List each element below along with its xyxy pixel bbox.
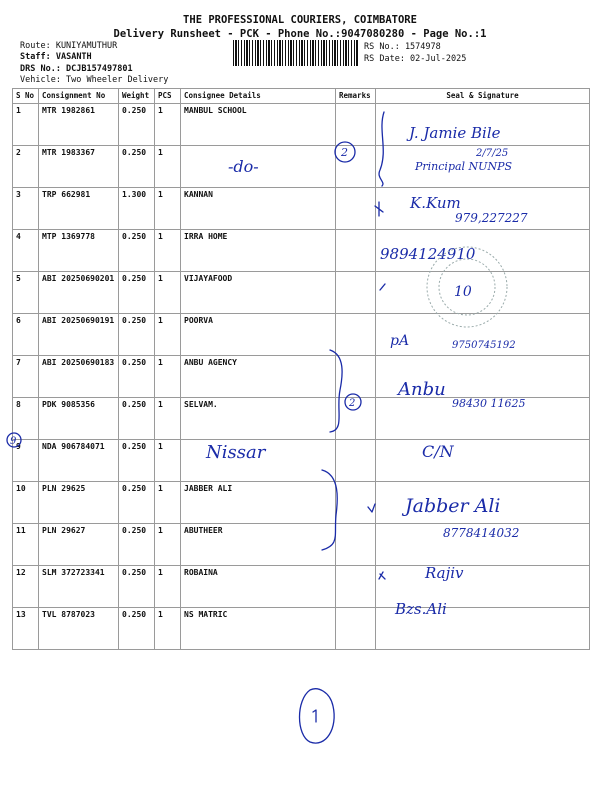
row-consignee: POORVA: [181, 314, 336, 356]
row-weight: 0.250: [119, 356, 155, 398]
row-pcs: 1: [155, 482, 181, 524]
runsheet-subtitle: Delivery Runsheet - PCK - Phone No.:9047080280 - Page No.:1: [113, 28, 487, 40]
row-sno: 7: [13, 356, 39, 398]
handwritten-mark-9: 9: [10, 436, 17, 447]
row-sno: 12: [13, 566, 39, 608]
tick-mark-icon: [375, 202, 383, 216]
row-pcs: 1: [155, 104, 181, 146]
tick-mark-icon: [380, 284, 385, 290]
row-sno: 2: [13, 146, 39, 188]
tick-mark-icon: [379, 572, 385, 579]
row-weight: 0.250: [119, 608, 155, 650]
row-weight: 0.250: [119, 314, 155, 356]
row-sno: 1: [13, 104, 39, 146]
handwritten-number-4: 9894124910: [380, 245, 476, 263]
col-consignee-details: Consignee Details: [181, 89, 336, 104]
col-seal-signature: Seal & Signature: [376, 89, 590, 104]
row-consignee: VIJAYAFOOD: [181, 272, 336, 314]
row-weight: 0.250: [119, 104, 155, 146]
row-consignment-no: ABI 20250690191: [39, 314, 119, 356]
row-consignment-no: MTR 1982861: [39, 104, 119, 146]
row-pcs: 1: [155, 272, 181, 314]
handwritten-stamp-mark: 10: [454, 284, 472, 300]
tick-mark-icon: [368, 504, 375, 512]
row-consignee: NS MATRIC: [181, 608, 336, 650]
handwritten-signature-8: Anbu: [398, 379, 446, 400]
staff-label: Staff:: [20, 52, 51, 62]
doodle-mark-icon: [313, 710, 316, 722]
row-consignment-no: NDA 906784071: [39, 440, 119, 482]
drs-number: DRS No.: DCJB157497801: [20, 64, 133, 74]
row-consignee: ROBAINA: [181, 566, 336, 608]
handwritten-number-11: 8778414032: [443, 526, 520, 540]
col-pcs: PCS: [155, 89, 181, 104]
row-weight: 0.250: [119, 230, 155, 272]
row-pcs: 1: [155, 524, 181, 566]
row-sno: 9: [13, 440, 39, 482]
row-sno: 6: [13, 314, 39, 356]
row-pcs: 1: [155, 146, 181, 188]
handwritten-number-8: 98430 11625: [452, 397, 526, 410]
company-title: THE PROFESSIONAL COURIERS, COIMBATORE: [183, 14, 417, 26]
row-sno: 5: [13, 272, 39, 314]
handwritten-signature-12: Rajiv: [425, 564, 464, 582]
row-consignee: KANNAN: [181, 188, 336, 230]
row-sno: 13: [13, 608, 39, 650]
staff-name: VASANTH: [55, 52, 92, 62]
row-sno: 11: [13, 524, 39, 566]
row-pcs: 1: [155, 566, 181, 608]
row-consignment-no: ABI 20250690201: [39, 272, 119, 314]
handwritten-cln: C/N: [422, 442, 454, 461]
row-consignee: ABUTHEER: [181, 524, 336, 566]
rs-date: RS Date: 02-Jul-2025: [364, 54, 467, 64]
row-weight: 0.250: [119, 146, 155, 188]
row-consignee: IRRA HOME: [181, 230, 336, 272]
row-consignment-no: PDK 9085356: [39, 398, 119, 440]
handwritten-mark-8: 2: [349, 398, 356, 409]
row-consignment-no: SLM 372723341: [39, 566, 119, 608]
row-weight: 0.250: [119, 440, 155, 482]
bracket-mark-icon: [379, 112, 384, 186]
handwritten-number-3: 979,227227: [455, 211, 528, 225]
row-weight: 1.300: [119, 188, 155, 230]
row-pcs: 1: [155, 440, 181, 482]
row-sno: 10: [13, 482, 39, 524]
doodle-mark-icon: [300, 689, 335, 743]
handwritten-number-6: 9750745192: [452, 340, 516, 351]
bracket-mark-icon: [322, 470, 337, 550]
vehicle: Vehicle: Two Wheeler Delivery: [20, 75, 169, 85]
row-weight: 0.250: [119, 398, 155, 440]
col-remarks: Remarks: [336, 89, 376, 104]
row-weight: 0.250: [119, 524, 155, 566]
row-consignment-no: MTR 1983367: [39, 146, 119, 188]
row-consignee: JABBER ALI: [181, 482, 336, 524]
rs-number: RS No.: 1574978: [364, 42, 441, 52]
handwritten-signature-3: K.Kum: [410, 194, 461, 212]
col-sno: S No: [13, 89, 39, 104]
col-weight: Weight: [119, 89, 155, 104]
handwritten-nissar: Nissar: [206, 442, 266, 463]
row-sno: 3: [13, 188, 39, 230]
row-weight: 0.250: [119, 482, 155, 524]
bracket-mark-icon: [330, 350, 342, 432]
row-pcs: 1: [155, 314, 181, 356]
row-consignment-no: ABI 20250690183: [39, 356, 119, 398]
handwritten-signature-6: pA: [390, 333, 410, 349]
handwritten-ditto: -do-: [228, 157, 259, 176]
handwritten-signature-10: Jabber Ali: [405, 495, 501, 517]
row-pcs: 1: [155, 356, 181, 398]
handwritten-signature-1: J. Jamie Bile: [409, 124, 501, 142]
col-consignment-no: Consignment No: [39, 89, 119, 104]
row-sno: 8: [13, 398, 39, 440]
handwritten-signature-1-date: 2/7/25: [476, 148, 509, 159]
row-consignee: MANBUL SCHOOL: [181, 104, 336, 146]
row-weight: 0.250: [119, 272, 155, 314]
row-consignee: SELVAM.: [181, 398, 336, 440]
row-weight: 0.250: [119, 566, 155, 608]
row-pcs: 1: [155, 230, 181, 272]
row-consignee: ANBU AGENCY: [181, 356, 336, 398]
row-pcs: 1: [155, 608, 181, 650]
handwritten-mark-2: 2: [341, 146, 348, 159]
handwritten-signature-1-note: Principal NUNPS: [415, 160, 513, 173]
route: Route: KUNIYAMUTHUR: [20, 41, 118, 51]
row-consignment-no: PLN 29625: [39, 482, 119, 524]
row-consignment-no: PLN 29627: [39, 524, 119, 566]
row-consignment-no: TVL 8787023: [39, 608, 119, 650]
row-consignment-no: MTP 1369778: [39, 230, 119, 272]
row-consignment-no: TRP 662981: [39, 188, 119, 230]
row-pcs: 1: [155, 398, 181, 440]
row-sno: 4: [13, 230, 39, 272]
handwritten-signature-13: Bzs.Ali: [395, 600, 447, 618]
row-pcs: 1: [155, 188, 181, 230]
